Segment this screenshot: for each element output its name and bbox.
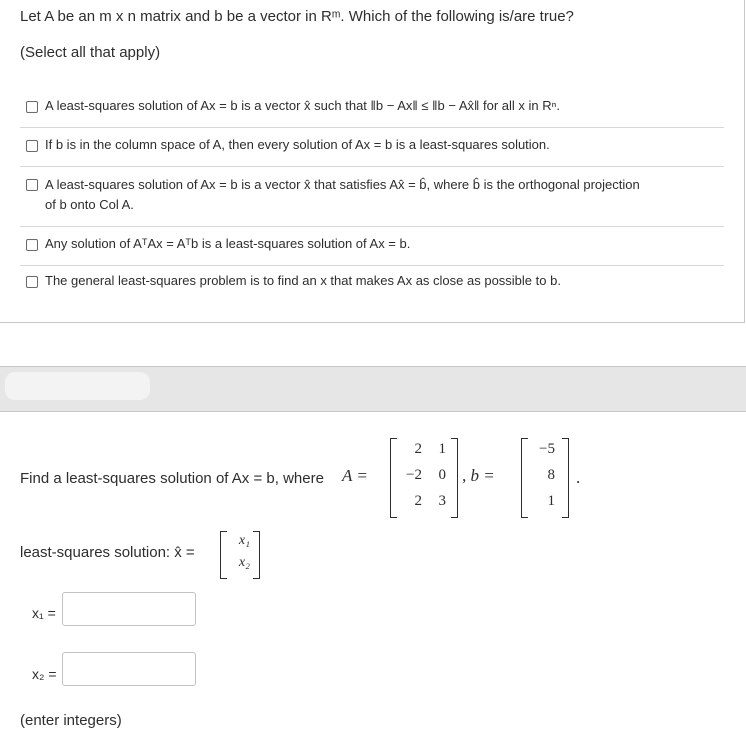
vector-b bbox=[521, 438, 569, 516]
x2-input[interactable] bbox=[62, 652, 196, 686]
checkbox[interactable] bbox=[26, 239, 38, 251]
question-1-panel bbox=[0, 0, 745, 323]
x1-label: x₁ = bbox=[32, 605, 56, 621]
right-bracket bbox=[253, 531, 260, 579]
matrix-a bbox=[390, 438, 458, 516]
x2-symbol: x₂ bbox=[238, 555, 250, 570]
vector-cell: 1 bbox=[547, 493, 555, 509]
solution-vector bbox=[220, 531, 260, 577]
solution-label: least-squares solution: x̂ = bbox=[20, 544, 195, 561]
matrix-cell: −2 bbox=[406, 467, 422, 483]
end-period: . bbox=[576, 468, 581, 487]
checkbox[interactable] bbox=[26, 101, 38, 113]
matrix-cell: 2 bbox=[414, 493, 422, 509]
matrix-cell: 0 bbox=[438, 467, 446, 483]
vector-b-label: , b = bbox=[462, 466, 495, 485]
option-text: Any solution of AᵀAx = Aᵀb is a least-squares solution of Ax = b. bbox=[45, 236, 411, 251]
vector-cell: 8 bbox=[547, 467, 555, 483]
checkbox[interactable] bbox=[26, 140, 38, 152]
find-instruction: Find a least-squares solution of Ax = b, where bbox=[20, 470, 324, 487]
option-text: A least-squares solution of Ax = b is a vector x̂ that satisfies Ax̂ = b̂, where b̂ is the orthogonal projection bbox=[45, 177, 640, 192]
left-bracket bbox=[390, 438, 397, 518]
right-bracket bbox=[562, 438, 569, 518]
option-1[interactable] bbox=[20, 85, 724, 128]
option-text: A least-squares solution of Ax = b is a vector x̂ such that ‖b − Ax‖ ≤ ‖b − Ax̂‖ for all x in Rⁿ. bbox=[45, 98, 560, 113]
option-2[interactable] bbox=[20, 127, 724, 167]
question-prompt: Let A be an m x n matrix and b be a vector in Rᵐ. Which of the following is/are true? bbox=[20, 8, 574, 25]
option-text: If b is in the column space of A, then every solution of Ax = b is a least-squares solution. bbox=[45, 137, 550, 152]
option-4[interactable] bbox=[20, 226, 724, 266]
matrix-a-label: A = bbox=[342, 466, 368, 485]
right-bracket bbox=[451, 438, 458, 518]
option-text: The general least-squares problem is to find an x that makes Ax as close as possible to b. bbox=[45, 273, 561, 288]
x2-label: x₂ = bbox=[32, 666, 57, 682]
redacted-header bbox=[5, 372, 150, 400]
checkbox[interactable] bbox=[26, 276, 38, 288]
integer-hint: (enter integers) bbox=[20, 712, 122, 729]
x1-symbol: x₁ bbox=[238, 533, 250, 548]
select-all-note: (Select all that apply) bbox=[20, 44, 161, 61]
option-text-continued: of b onto Col A. bbox=[45, 197, 134, 212]
x1-input[interactable] bbox=[62, 592, 196, 626]
option-5[interactable] bbox=[20, 265, 724, 299]
matrix-cell: 3 bbox=[438, 493, 446, 509]
option-3[interactable] bbox=[20, 166, 724, 227]
question-header-band bbox=[0, 366, 746, 412]
vector-cell: −5 bbox=[539, 441, 555, 457]
matrix-cell: 2 bbox=[414, 441, 422, 457]
matrix-cell: 1 bbox=[438, 441, 446, 457]
checkbox[interactable] bbox=[26, 179, 38, 191]
